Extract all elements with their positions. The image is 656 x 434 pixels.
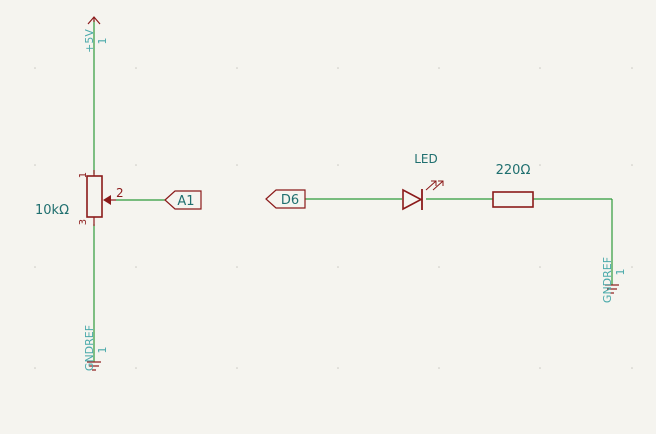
gnd-right-label: GNDREF [601, 256, 614, 304]
gnd-right-symbol[interactable] [601, 257, 627, 303]
resistor-body [493, 192, 533, 207]
grid-dots [34, 67, 633, 372]
vcc-label: +5V [83, 29, 96, 53]
gnd-left-symbol[interactable] [83, 325, 109, 371]
gnd-left-label: GNDREF [83, 324, 96, 372]
resistor-r1[interactable] [493, 163, 533, 207]
label-d6[interactable] [266, 190, 305, 208]
potentiometer-body [87, 176, 102, 217]
label-a1-text: A1 [177, 194, 195, 209]
pot-pin-3: 3 [78, 218, 89, 226]
vcc-power-symbol[interactable] [83, 17, 109, 53]
label-d6-text: D6 [280, 193, 300, 208]
wiper-arrow-icon [103, 195, 111, 205]
led-light-rays-icon [426, 181, 443, 190]
led-value: LED [414, 152, 438, 166]
wires [94, 20, 612, 362]
pot-pin-1: 1 [78, 171, 89, 179]
pot-pin-2: 2 [116, 186, 124, 200]
led-triangle-icon [403, 190, 421, 209]
label-a1[interactable] [165, 191, 201, 209]
potentiometer-value: 10kΩ [35, 203, 70, 218]
led-d1[interactable] [403, 152, 443, 210]
gnd-right-pin: 1 [614, 268, 627, 276]
gnd-left-pin: 1 [96, 346, 109, 354]
resistor-value: 220Ω [495, 163, 531, 178]
vcc-pin-number: 1 [96, 37, 109, 45]
potentiometer-rv1[interactable] [35, 170, 124, 226]
